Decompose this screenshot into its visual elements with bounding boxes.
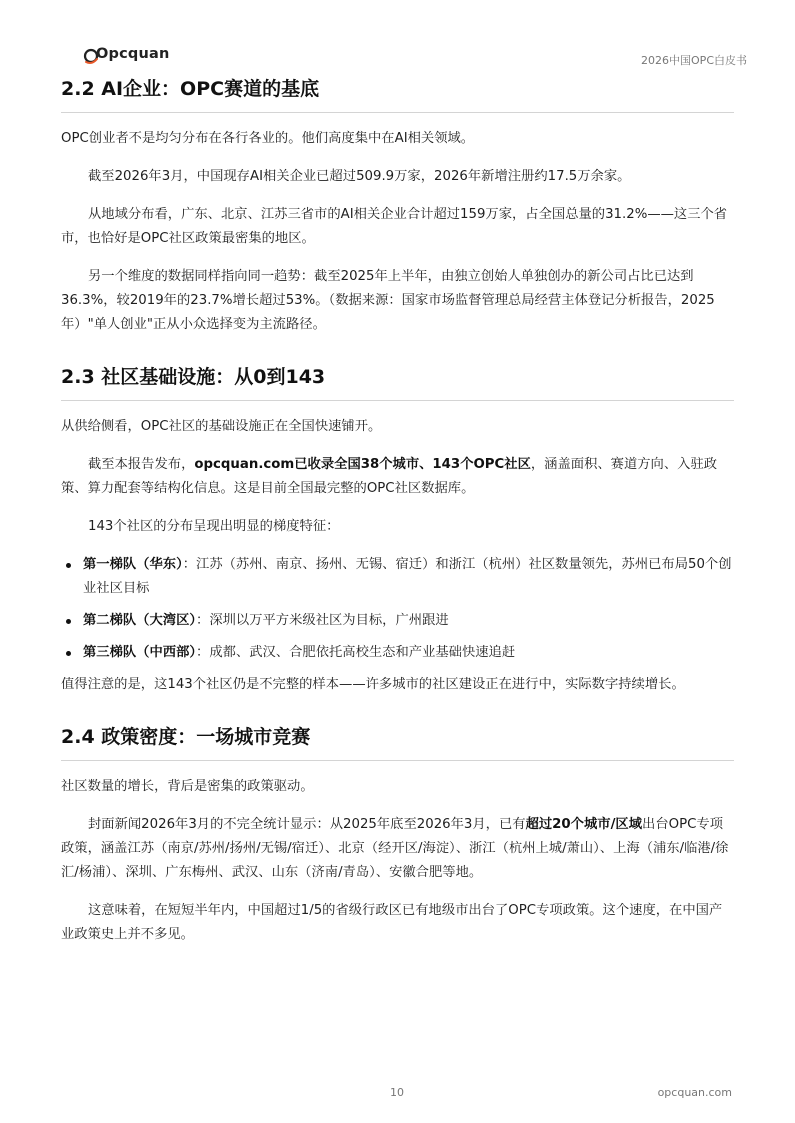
- list-item: [83, 641, 734, 665]
- text-run: ，涵盖面积、赛道方向、入驻政策、算力配套等结构化信息。这是目前全国最完整的OPC社区数据库。: [61, 457, 718, 496]
- tier-label: 第三梯队（中西部）: [83, 645, 197, 660]
- tier-label: 第二梯队（大湾区）: [83, 613, 197, 628]
- text-run: 出台OPC专项政策，涵盖江苏（南京/苏州/扬州/无锡/宿迁）、北京（经开区/海淀）、浙江（杭州上城/萧山）、上海（浦东/临港/徐汇/杨浦）、深圳、广东梅州、武汉、山东（济南/青岛）、安徽合肥等地。: [61, 817, 729, 880]
- paragraph: 从供给侧看，OPC社区的基础设施正在全国快速铺开。: [61, 419, 382, 434]
- text-run: 封面新闻2026年3月的不完全统计显示：从2025年底至2026年3月，已有: [88, 817, 526, 832]
- tier-list: [61, 553, 734, 665]
- paragraph: OPC创业者不是均匀分布在各行各业的。他们高度集中在AI相关领域。: [61, 131, 475, 146]
- section-heading-2-2: 2.2 AI企业：OPC赛道的基底: [61, 76, 734, 113]
- paragraph: [61, 453, 734, 501]
- tier-label: 第一梯队（华东）: [83, 557, 183, 572]
- paragraph: 截至2026年3月，中国现存AI相关企业已超过509.9万家，2026年新增注册约17.5万余家。: [88, 169, 631, 184]
- document-title: 2026中国OPC白皮书: [641, 54, 747, 67]
- paragraph: 值得注意的是，这143个社区仍是不完整的样本——许多城市的社区建设正在进行中，实际数字持续增长。: [61, 677, 685, 692]
- section-heading-2-4: 2.4 政策密度：一场城市竞赛: [61, 724, 734, 761]
- page-header: [0, 0, 795, 72]
- paragraph: 143个社区的分布呈现出明显的梯度特征：: [88, 519, 340, 534]
- list-item: [83, 609, 734, 633]
- paragraph: 从地域分布看，广东、北京、江苏三省市的AI相关企业合计超过159万家，占全国总量的31.2%——这三个省市，也恰好是OPC社区政策最密集的地区。: [61, 207, 728, 246]
- paragraph: [61, 813, 734, 885]
- section-heading-2-3: 2.3 社区基础设施：从0到143: [61, 364, 734, 401]
- tier-text: ：江苏（苏州、南京、扬州、无锡、宿迁）和浙江（杭州）社区数量领先，苏州已布局50个创业社区目标: [83, 557, 732, 596]
- paragraph: 另一个维度的数据同样指向同一趋势：截至2025年上半年，由独立创始人单独创办的新公司占比已达到36.3%，较2019年的23.7%增长超过53%。（数据来源：国家市场监督管理总局经营主体登记分析报告，2025年）"单人创业"正从小众选择变为主流路径。: [61, 269, 715, 332]
- tier-text: ：成都、武汉、合肥依托高校生态和产业基础快速追赶: [196, 645, 516, 660]
- brand-name: Opcquan: [96, 46, 170, 62]
- footer-site: opcquan.com: [657, 1086, 732, 1099]
- highlight-text: opcquan.com已收录全国38个城市、143个OPC社区: [194, 457, 531, 472]
- list-item: [83, 553, 734, 601]
- text-run: 截至本报告发布，: [88, 457, 195, 472]
- highlight-text: 超过20个城市/区域: [525, 817, 643, 832]
- page-number: 10: [390, 1086, 404, 1099]
- paragraph: 这意味着，在短短半年内，中国超过1/5的省级行政区已有地级市出台了OPC专项政策。这个速度，在中国产业政策史上并不多见。: [61, 903, 723, 942]
- tier-text: ：深圳以万平方米级社区为目标，广州跟进: [196, 613, 449, 628]
- paragraph: 社区数量的增长，背后是密集的政策驱动。: [61, 779, 314, 794]
- page-content: [61, 76, 734, 947]
